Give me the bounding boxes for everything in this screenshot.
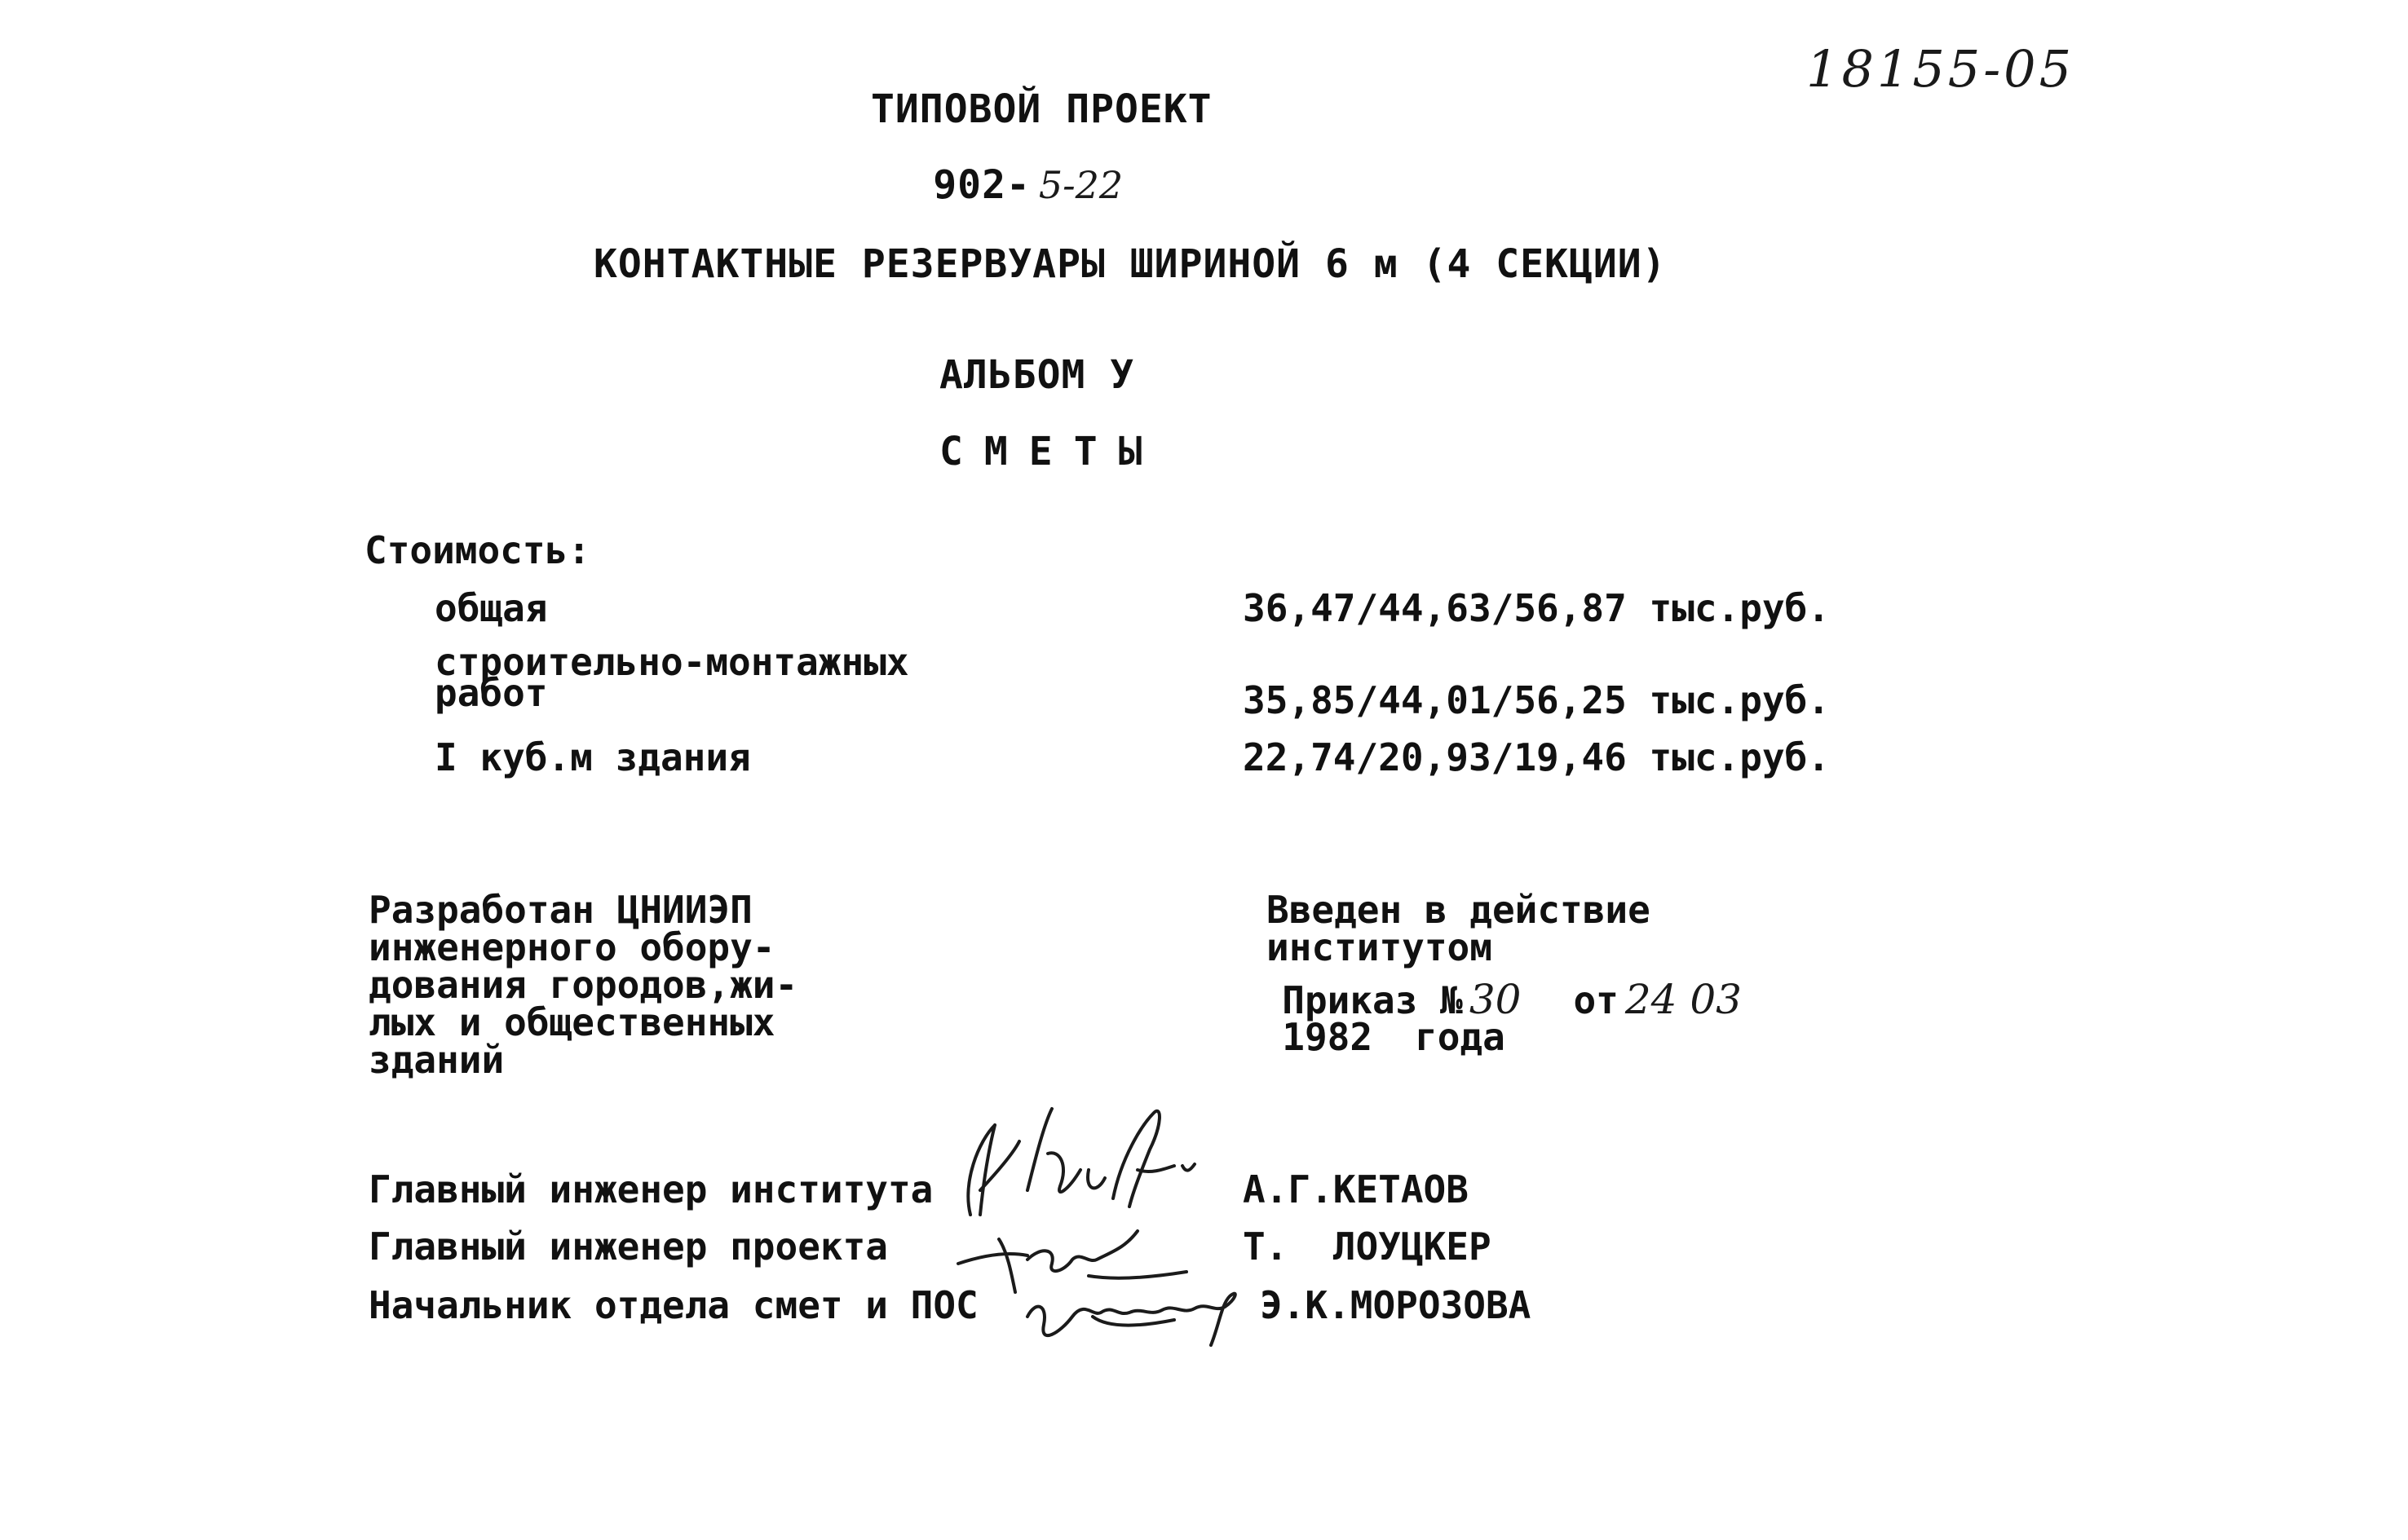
developer-text: Разработан ЦНИИЭП инженерного обору- дования городов,жи- лых и общественных зданий: [369, 888, 798, 1082]
order-number: 30: [1469, 976, 1522, 1023]
section-title: СМЕТЫ: [939, 429, 1164, 474]
project-number: [917, 147, 1123, 208]
project-number-printed: 902-: [933, 162, 1031, 208]
album-title: АЛЬБОМ У: [939, 352, 1135, 398]
order-date-prefix: от: [1573, 978, 1619, 1022]
cost-heading: Стоимость:: [365, 528, 590, 572]
year-suffix: года: [1415, 1015, 1505, 1059]
cost-value-construction: 35,85/44,01/56,25 тыс.руб.: [1243, 678, 1831, 722]
signature-ketaov: [938, 1092, 1207, 1231]
cost-label-per-cubic-meter: I куб.м здания: [435, 735, 751, 779]
year-value: 1982: [1282, 1015, 1373, 1059]
enactment-year: [1266, 1003, 1505, 1059]
project-number-handwritten: 5-22: [1038, 163, 1124, 207]
signature-name-head-estimates: Э.К.МОРОЗОВА: [1260, 1283, 1531, 1327]
cost-label-total: общая: [435, 586, 548, 630]
signature-morozova: [1011, 1268, 1272, 1357]
cost-label-construction: строительно-монтажных работ: [435, 640, 909, 715]
signature-role-chief-engineer-institute: Главный инженер института: [369, 1167, 934, 1211]
project-subject: КОНТАКТНЫЕ РЕЗЕРВУАРЫ ШИРИНОЙ 6 м (4 СЕКЦИИ): [594, 241, 1667, 287]
enactment-line-1: Введен в действие: [1266, 888, 1650, 932]
order-prefix: Приказ №: [1282, 978, 1463, 1022]
project-type-title: ТИПОВОЙ ПРОЕКТ: [871, 86, 1213, 132]
enactment-line-2: институтом: [1266, 925, 1492, 969]
signature-name-chief-engineer-institute: А.Г.КЕТАОВ: [1243, 1167, 1469, 1211]
signature-role-head-estimates: Начальник отдела смет и ПОС: [369, 1283, 979, 1327]
signature-name-chief-engineer-project: Т. ЛОУЦКЕР: [1243, 1224, 1491, 1269]
archive-number: 18155-05: [1806, 39, 2075, 99]
cost-value-total: 36,47/44,63/56,87 тыс.руб.: [1243, 586, 1831, 630]
cost-value-per-cubic-meter: 22,74/20,93/19,46 тыс.руб.: [1243, 735, 1831, 779]
signature-role-chief-engineer-project: Главный инженер проекта: [369, 1224, 888, 1269]
order-date: 24 03: [1624, 976, 1742, 1023]
